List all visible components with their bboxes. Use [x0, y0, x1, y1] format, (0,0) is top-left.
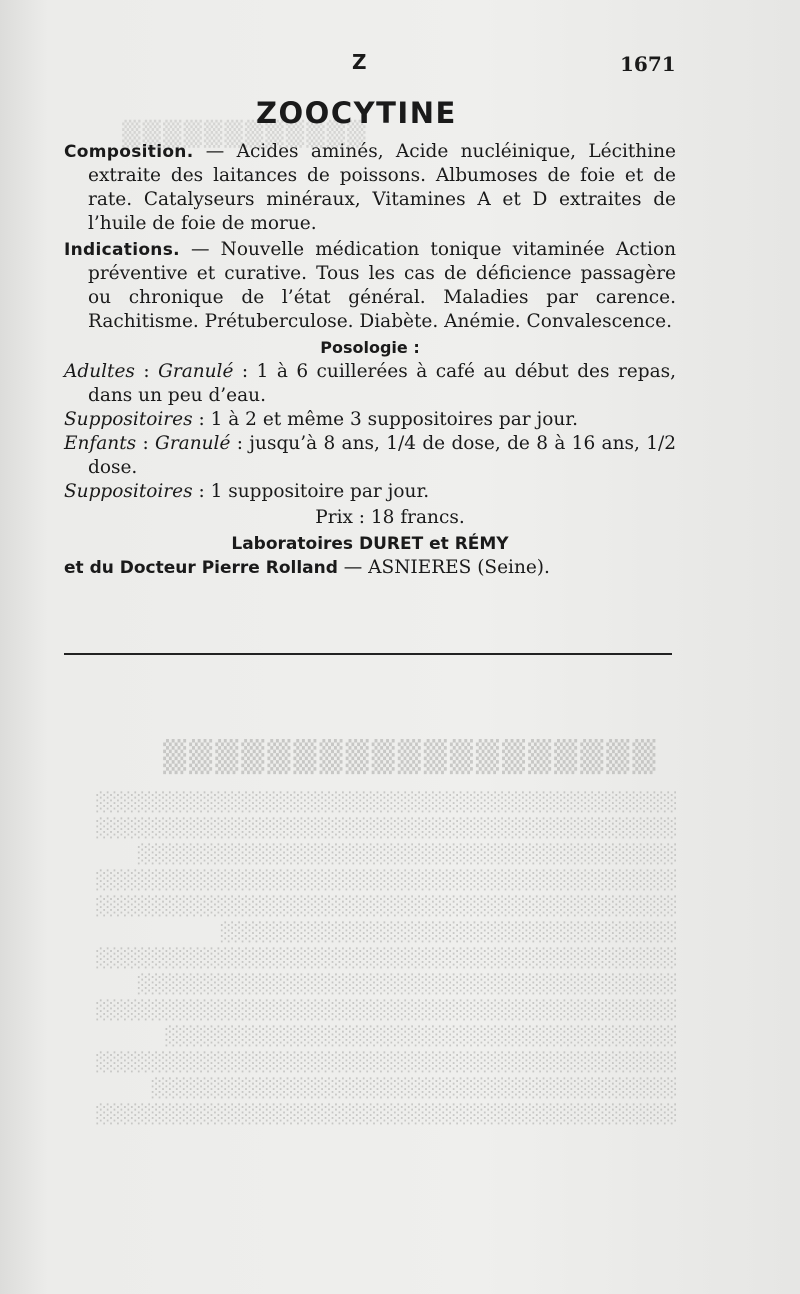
- section-letter: Z: [352, 50, 367, 74]
- adults-granule-label: Granulé: [158, 361, 234, 382]
- indications-text: — Nouvelle médication tonique vitaminée Action préventive et curative. Tous les cas de déficience passagère ou chronique de l’état général. Maladies par carence. Rachitisme. Prétuberculose. Diabète. Anémie. Convalescence.: [88, 239, 676, 332]
- laboratory-name-1: DURET: [358, 534, 424, 554]
- children-label: Enfants: [64, 433, 137, 454]
- posologie-heading: Posologie :: [320, 338, 420, 357]
- adults-supp-label: Suppositoires: [64, 409, 193, 430]
- laboratory-et: et: [423, 534, 455, 554]
- bleed-through-title: ▒▒▒▒▒▒▒▒▒▒▒▒▒▒▒▒▒▒▒: [160, 740, 656, 775]
- children-supp-text: : 1 suppositoire par jour.: [192, 481, 430, 502]
- price: Prix : 18 francs.: [315, 507, 465, 528]
- adults-supp-text: : 1 à 2 et même 3 suppositoires par jour.: [192, 409, 578, 430]
- adults-granule-line: Adultes : Granulé : 1 à 6 cuillerées à café au début des repas, dans un peu d’eau.: [64, 361, 676, 406]
- entry-body: [64, 140, 676, 580]
- indications-label: Indications.: [64, 240, 180, 260]
- entry-title: ZOOCYTINE: [256, 96, 457, 130]
- page-number: 1671: [620, 52, 676, 76]
- children-granule-label: Granulé: [155, 433, 231, 454]
- adults-label: Adultes: [64, 361, 135, 382]
- children-supp-label: Suppositoires: [64, 481, 193, 502]
- adults-granule-text: : 1 à 6 cuillerées à café au début des repas, dans un peu d’eau.: [88, 361, 676, 406]
- indications-paragraph: [64, 238, 676, 334]
- laboratory-doctor: et du Docteur Pierre Rolland: [64, 558, 338, 578]
- laboratory-prefix: Laboratoires: [231, 534, 359, 554]
- laboratory-line-1: [64, 532, 676, 556]
- section-divider: [64, 653, 672, 655]
- composition-label: Composition.: [64, 142, 194, 162]
- bleed-through-body: ░░░░░░░░░░░░░░░░░░░░░░░░░░░░░░░░░░░░░░░░░░ ░░░░░░░░░░░░░░░░░░░░░░░░░░░░░░░░░░░░░░░░░░ ░░░░░░░░░░░░░░░░░░░░░░░░░░░░░░░░░░░░░░░ ░░░░░░░░░░░░░░░░░░░░░░░░░░░░░░░░░░░░░░░░░░ ░░░░░░░░░░░░░░░░░░░░░░░░░░░░░░░░░░░░░░░░░░ ░░░░░░░░░░░░░░░░░░░░░░░░░░░░░░░░░ ░░░░░░░░░░░░░░░░░░░░░░░░░░░░░░░░░░░░░░░░░░ ░░░░░░░░░░░░░░░░░░░░░░░░░░░░░░░░░░░░░░░ ░░░░░░░░░░░░░░░░░░░░░░░░░░░░░░░░░░░░░░░░░░ ░░░░░░░░░░░░░░░░░░░░░░░░░░░░░░░░░░░░░ ░░░░░░░░░░░░░░░░░░░░░░░░░░░░░░░░░░░░░░░░░░ ░░░░░░░░░░░░░░░░░░░░░░░░░░░░░░░░░░░░░░ ░░░░░░░░░░░░░░░░░░░░░░░░░░░░░░░░░░░░░░░░░░: [94, 792, 676, 1125]
- laboratory-name-2: RÉMY: [454, 534, 509, 554]
- composition-text: — Acides aminés, Acide nucléinique, Lécithine extraite des laitances de poissons. Albumoses de foie et de rate. Catalyseurs minéraux, Vitamines A et D extraites de l’huile de foie de morue.: [88, 141, 676, 234]
- adults-suppository-line: [64, 408, 676, 432]
- laboratory-address: — ASNIERES (Seine).: [337, 557, 550, 578]
- laboratory-line-2: [64, 556, 676, 580]
- children-granule-line: Enfants : Granulé : jusqu’à 8 ans, 1/4 de dose, de 8 à 16 ans, 1/2 dose.: [64, 433, 676, 478]
- children-granule-text: : jusqu’à 8 ans, 1/4 de dose, de 8 à 16 ans, 1/2 dose.: [88, 433, 676, 478]
- children-suppository-line: [64, 480, 676, 504]
- composition-paragraph: [64, 140, 676, 236]
- bleed-through-text-top: ▒▒▒▒▒▒▒▒▒▒▒▒: [120, 120, 366, 148]
